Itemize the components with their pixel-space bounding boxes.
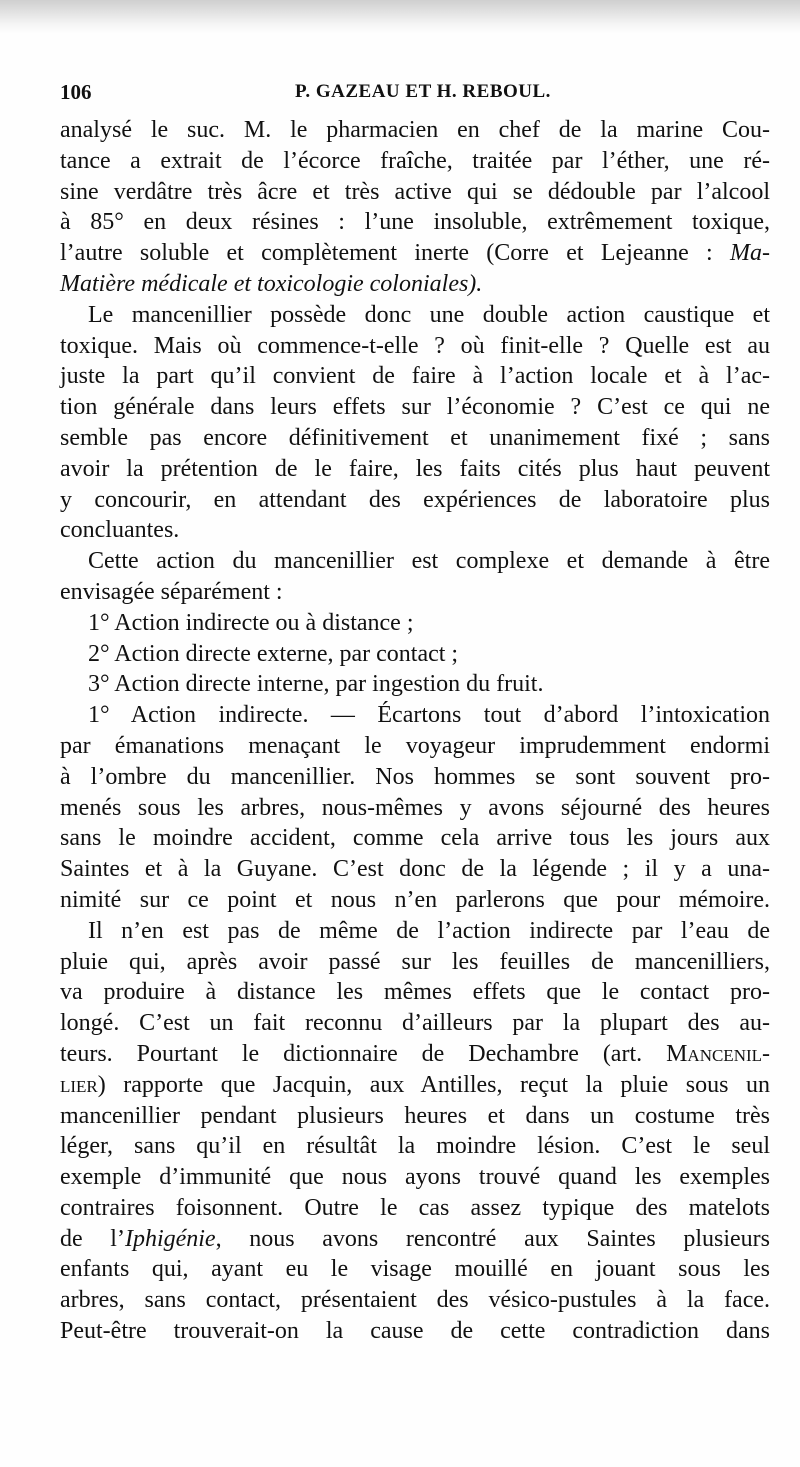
text-line — [60, 1224, 770, 1255]
text-line: pluie qui, après avoir passé sur les feuilles de mancenilliers, — [60, 948, 770, 975]
text-line: mancenillier pendant plusieurs heures et dans un costume très — [60, 1102, 770, 1129]
text-line: semble pas encore définitivement et unanimement fixé ; sans — [60, 424, 770, 451]
text-line: à l’ombre du mancenillier. Nos hommes se sont souvent pro- — [60, 763, 770, 790]
italic-title-start: Ma- — [730, 240, 771, 267]
text-line: longé. C’est un fait reconnu d’ailleurs par la plupart des au- — [60, 1010, 770, 1037]
list-item: 3° Action directe interne, par ingestion du fruit. — [88, 671, 544, 698]
page-header — [60, 80, 770, 110]
body-text — [60, 115, 770, 1347]
text-line: va produire à distance les mêmes effets que le contact pro- — [60, 979, 770, 1006]
italic-ship-name: Iphigénie — [124, 1225, 216, 1252]
section-heading-line: 1° Action indirecte. — Écartons tout d’abord l’intoxication — [88, 702, 770, 729]
text-segment: , nous avons rencontré aux Saintes plusieurs — [215, 1225, 770, 1252]
text-line: arbres, sans contact, présentaient des vésico-pustules à la face. — [60, 1287, 770, 1314]
text-line: Le mancenillier possède donc une double action caustique et — [88, 301, 770, 328]
text-line — [60, 238, 770, 269]
text-line: menés sous les arbres, nous-mêmes y avons séjourné des heures — [60, 794, 770, 821]
list-item: 1° Action indirecte ou à distance ; — [88, 609, 414, 636]
text-line: toxique. Mais où commence-t-elle ? où finit-elle ? Quelle est au — [60, 332, 770, 359]
italic-book-title: Matière médicale et toxicologie coloniales). — [60, 270, 483, 297]
text-segment: l’autre soluble et complètement inerte (Corre et Lejeanne : — [60, 240, 713, 267]
text-line: y concourir, en attendant des expériences de laboratoire plus — [60, 486, 770, 513]
text-line: Cette action du mancenillier est complexe et demande à être — [88, 548, 770, 575]
text-line: concluantes. — [60, 517, 180, 544]
text-segment: de l’ — [60, 1225, 125, 1252]
text-line: analysé le suc. M. le pharmacien en chef de la marine Cou- — [60, 117, 770, 143]
text-line: avoir la prétention de le faire, les faits cités plus haut peuvent — [60, 455, 770, 482]
text-line: enfants qui, ayant eu le visage mouillé en jouant sous les — [60, 1256, 770, 1283]
text-line — [60, 269, 770, 300]
text-line: Saintes et à la Guyane. C’est donc de la légende ; il y a una- — [60, 856, 770, 883]
text-line: nimité sur ce point et nous n’en parlerons que pour mémoire. — [60, 886, 770, 913]
text-line: juste la part qu’il convient de faire à l’action locale et à l’ac- — [60, 363, 770, 390]
text-line: envisagée séparément : — [60, 578, 283, 605]
text-line: sine verdâtre très âcre et très active qui se dédouble par l’alcool — [60, 178, 770, 205]
text-line: Il n’en est pas de même de l’action indirecte par l’eau de — [88, 917, 770, 944]
scan-edge-shadow — [0, 0, 800, 34]
small-caps-term-end: lier — [60, 1071, 98, 1098]
text-line: sans le moindre accident, comme cela arrive tous les jours aux — [60, 825, 770, 852]
text-segment: teurs. Pourtant le dictionnaire de Dechambre (art. — [60, 1040, 643, 1067]
page-number: 106 — [60, 80, 92, 104]
text-segment: ) rapporte que Jacquin, aux Antilles, reçut la pluie sous un — [97, 1071, 770, 1098]
text-line: à 85° en deux résines : l’une insoluble, extrêmement toxique, — [60, 209, 770, 236]
text-line: tion générale dans leurs effets sur l’économie ? C’est ce qui ne — [60, 394, 770, 421]
text-line: léger, sans qu’il en résultât la moindre lésion. C’est le seul — [60, 1133, 770, 1160]
running-head: P. GAZEAU ET H. REBOUL. — [295, 81, 551, 102]
text-line: par émanations menaçant le voyageur imprudemment endormi — [60, 732, 770, 759]
text-line — [60, 1039, 770, 1070]
text-line — [60, 1070, 770, 1101]
text-line: contraires foisonnent. Outre le cas assez typique des matelots — [60, 1194, 770, 1221]
text-line: tance a extrait de l’écorce fraîche, traitée par l’éther, une ré- — [60, 147, 770, 174]
list-item: 2° Action directe externe, par contact ; — [88, 640, 459, 667]
small-caps-term: Mancenil- — [666, 1040, 771, 1067]
text-line: exemple d’immunité que nous ayons trouvé quand les exemples — [60, 1164, 770, 1191]
text-line: Peut-être trouverait-on la cause de cette contradiction dans — [60, 1318, 770, 1345]
